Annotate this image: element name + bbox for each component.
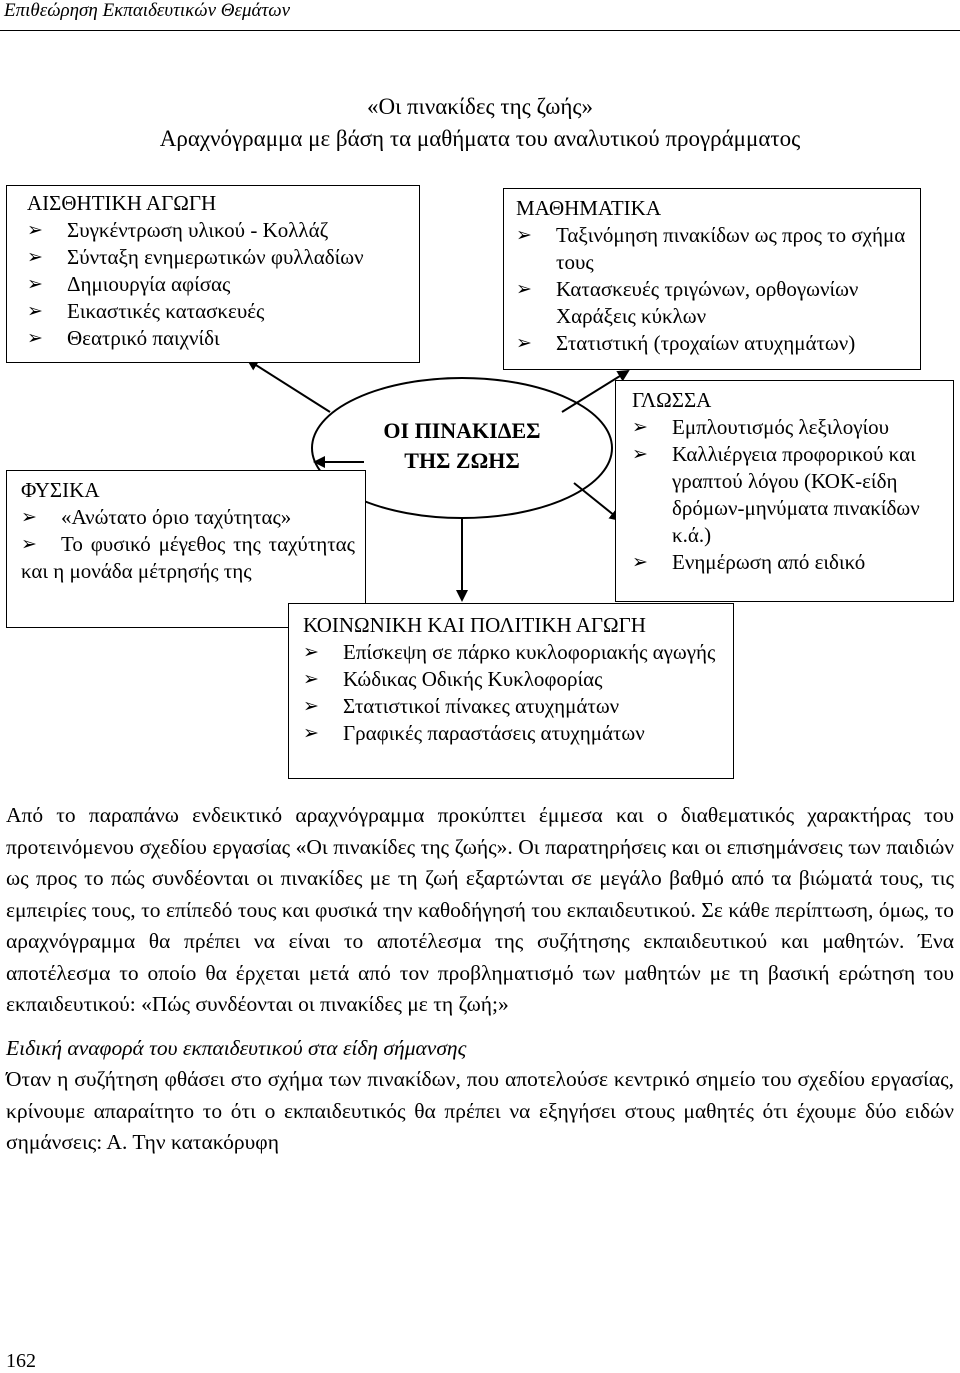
arrow-bullet-icon: ➢: [21, 534, 37, 555]
center-label-line2: ΤΗΣ ΖΩΗΣ: [404, 448, 520, 473]
box-mathimatika: [503, 188, 921, 370]
arrow-bullet-icon: ➢: [27, 328, 43, 349]
arrow-bullet-icon: ➢: [516, 225, 532, 246]
arrow-to-aisthitiki: [248, 360, 330, 412]
list-item: ➢ Δημιουργία αφίσας: [27, 272, 231, 296]
paragraph: Από το παραπάνω ενδεικτικό αραχνόγραμμα προκύπτει έμμεσα και ο διαθεματικός χαρακτήρας του προτεινόμενου σχεδίου εργασίας «Οι πινακίδες της ζωής». Οι παρατηρήσεις και οι επισημάνσεις των παιδιών ως προς το πώς συνδέονται οι πινακίδες με τη ζωή εξαρτώνται σε μεγάλο βαθμό από τα βιώματά τους, τις εμπειρίες τους, το επίπεδό τους και φυσικά την καθοδήγησή του εκπαιδευτικού. Σε κάθε περίπτωση, όμως, το αραχνόγραμμα θα πρέπει να είναι το αποτέλεσμα της συζήτησης εκπαιδευτικού και μαθητών. Ένα αποτέλεσμα το οποίο θα έρχεται μετά από τον προβληματισμό των μαθητών με τη βασική ερώτηση του εκπαιδευτικού: «Πώς συνδέονται οι πινακίδες με τη ζωή;»: [6, 803, 954, 1016]
box-aisthitiki-agogi: [6, 185, 420, 363]
arrow-bullet-icon: ➢: [27, 220, 43, 241]
center-label-line1: ΟΙ ΠΙΝΑΚΙΔΕΣ: [383, 418, 541, 443]
list-item: ➢ Καλλιέργεια προφορικού και γραπτού λόγου (ΚΟΚ-είδη δρόμων-μηνύματα πινακίδων κ.ά.): [632, 442, 920, 547]
box-heading: ΓΛΩΣΣΑ: [632, 388, 712, 412]
list-item: ➢ Στατιστική (τροχαίων ατυχημάτων): [516, 331, 856, 355]
running-header: Επιθεώρηση Εκπαιδευτικών Θεμάτων: [4, 0, 291, 21]
box-heading: ΑΙΣΘΗΤΙΚΗ ΑΓΩΓΗ: [27, 191, 217, 215]
list-item: ➢ Θεατρικό παιχνίδι: [27, 326, 220, 350]
list-item: ➢ Γραφικές παραστάσεις ατυχημάτων: [303, 721, 645, 745]
center-label: [312, 416, 612, 476]
list-item: ➢ Επίσκεψη σε πάρκο κυκλοφοριακής αγωγής: [303, 640, 716, 664]
arrow-bullet-icon: ➢: [303, 723, 319, 744]
list-item: ➢ Στατιστικοί πίνακες ατυχημάτων: [303, 694, 620, 718]
arrow-bullet-icon: ➢: [632, 444, 648, 465]
diagram-title: «Οι πινακίδες της ζωής»: [366, 94, 594, 119]
box-heading: ΚΟΙΝΩΝΙΚΗ ΚΑΙ ΠΟΛΙΤΙΚΗ ΑΓΩΓΗ: [303, 613, 646, 637]
arrow-bullet-icon: ➢: [516, 279, 532, 300]
list-item: ➢ Σύνταξη ενημερωτικών φυλλαδίων: [27, 245, 364, 269]
page-number: 162: [6, 1350, 36, 1372]
list-item: ➢ Εικαστικές κατασκευές: [27, 299, 265, 323]
arrow-to-glossa: [574, 483, 620, 520]
diagram-subtitle: Αραχνόγραμμα με βάση τα μαθήματα του αναλυτικού προγράμματος: [159, 126, 801, 151]
arrow-bullet-icon: ➢: [303, 669, 319, 690]
list-item: ➢ Κώδικας Οδικής Κυκλοφορίας: [303, 667, 603, 691]
box-koinoniki-agogi: [288, 603, 734, 779]
paragraph: Όταν η συζήτηση φθάσει στο σχήμα των πινακίδων, που αποτελούσε κεντρικό σημείο του σχεδίου εργασίας, κρίνουμε απαραίτητο το ότι ο εκπαιδευτικός θα πρέπει να εξηγήσει στους μαθητές ότι έχουμε δύο ειδών σημάνσεις: Α. Την κατακόρυφη: [6, 1067, 954, 1154]
arrow-bullet-icon: ➢: [27, 274, 43, 295]
list-item: ➢ Ενημέρωση από ειδικό: [632, 550, 866, 574]
arrow-bullet-icon: ➢: [303, 642, 319, 663]
list-item: ➢ Κατασκευές τριγώνων, ορθογωνίων Χαράξεις κύκλων: [516, 277, 859, 328]
list-item: ➢ Το φυσικό μέγεθος της ταχύτητας και η μονάδα μέτρησής της: [21, 532, 355, 583]
list-item: ➢ Ταξινόμηση πινακίδων ως προς το σχήμα τους: [516, 223, 906, 274]
box-heading: ΜΑΘΗΜΑΤΙΚΑ: [516, 196, 661, 220]
arrow-bullet-icon: ➢: [21, 507, 37, 528]
arrow-bullet-icon: ➢: [516, 333, 532, 354]
section-heading: Ειδική αναφορά του εκπαιδευτικού στα είδη σήμανσης: [6, 1035, 467, 1060]
box-heading: ΦΥΣΙΚΑ: [21, 478, 100, 502]
arrow-bullet-icon: ➢: [632, 552, 648, 573]
arrow-bullet-icon: ➢: [632, 417, 648, 438]
list-item: ➢ Συγκέντρωση υλικού - Κολλάζ: [27, 218, 329, 242]
arrow-bullet-icon: ➢: [27, 247, 43, 268]
list-item: ➢ Εμπλουτισμός λεξιλογίου: [632, 415, 890, 439]
arrow-bullet-icon: ➢: [303, 696, 319, 717]
box-glossa: [615, 380, 954, 602]
list-item: ➢ «Ανώτατο όριο ταχύτητας»: [21, 505, 292, 529]
body-text: [6, 800, 954, 1159]
arrow-bullet-icon: ➢: [27, 301, 43, 322]
